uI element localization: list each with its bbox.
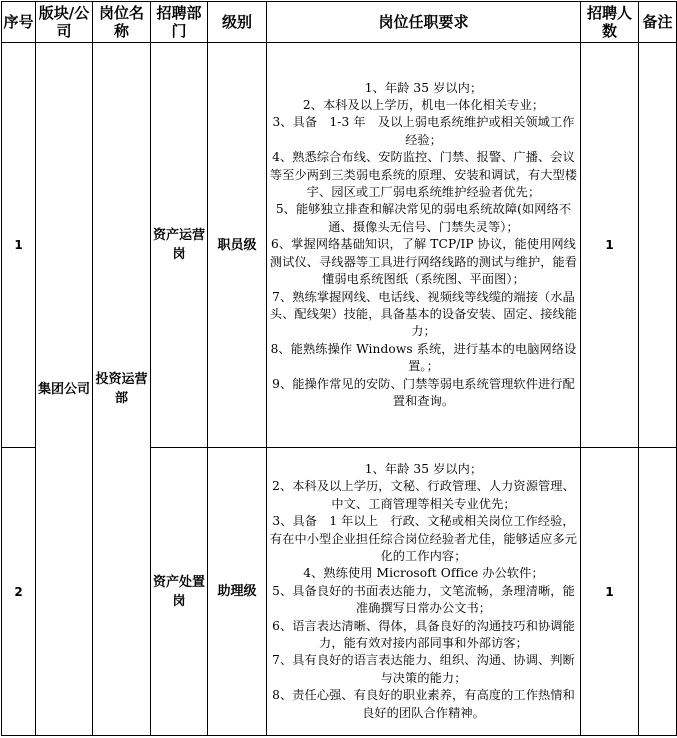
requirement-item: 6、掌握网络基础知识，了解 TCP/IP 协议，能使用网线测试仪、寻线器等工具进行网络线路的测试与维护，能看懂弱电系统图纸（系统图、平面图）； xyxy=(269,237,578,287)
requirement-item: 4、熟悉综合布线、安防监控、门禁、报警、广播、会议等至少两到三类弱电系统的原理、安装和调试，有大型楼宇、园区或工厂弱电系统维护经验者优先； xyxy=(269,150,578,200)
requirement-item: 2、本科及以上学历，机电一体化相关专业； xyxy=(302,98,545,113)
header-position: 岗位名称 xyxy=(93,2,151,43)
requirement-item: 7、熟练掌握网线、电话线、视频线等线缆的端接（水晶头、配线架）技能，具备基本的设备安装、固定、接线能力； xyxy=(269,289,578,339)
header-remark: 备注 xyxy=(639,2,677,43)
requirement-item: 1、年龄 35 岁以内； xyxy=(364,461,483,476)
row-count: 1 xyxy=(581,448,639,736)
requirement-item: 6、语言表达清晰、得体，具备良好的沟通技巧和协调能力，能有效对接内部同事和外部访客； xyxy=(272,618,575,651)
header-dept: 招聘部门 xyxy=(151,2,208,43)
requirement-item: 5、能够独立排查和解决常见的弱电系统故障(如网络不通、摄像头无信号、门禁失灵等）； xyxy=(275,202,572,234)
requirement-item: 2、本科及以上学历，文秘、行政管理、人力资源管理、中文、工商管理等相关专业优先； xyxy=(272,479,575,511)
table-row xyxy=(2,43,677,448)
row-level: 助理级 xyxy=(208,448,267,736)
requirement-item: 1、年龄 35 岁以内； xyxy=(364,80,483,95)
requirement-item: 5、具备良好的书面表达能力，文笔流畅，条理清晰，能准确撰写日常办公文书； xyxy=(272,583,575,616)
requirement-item: 4、熟练使用 Microsoft Office 办公软件； xyxy=(303,566,544,581)
header-level: 级别 xyxy=(208,2,267,43)
header-row xyxy=(2,2,677,43)
header-segment: 版块/公司 xyxy=(36,2,93,43)
header-seq: 序号 xyxy=(2,2,36,43)
requirement-item: 8、能熟练操作 Windows 系统，进行基本的电脑网络设置。； xyxy=(270,341,577,374)
position-cell: 投资运营部 xyxy=(93,43,151,736)
row-remark xyxy=(639,448,677,736)
requirement-item: 3、具备 1 年以上 行政、文秘或相关岗位工作经验，有在中小型企业担任综合岗位经验者尤佳，能够适应多元化的工作内容； xyxy=(269,514,578,563)
row-level: 职员级 xyxy=(208,43,267,448)
row-seq: 1 xyxy=(2,43,36,448)
requirement-item: 3、具备 1-3 年 及以上弱电系统维护或相关领域工作经验； xyxy=(272,115,575,147)
row-remark xyxy=(639,43,677,448)
job-postings-table xyxy=(1,1,677,736)
row-dept: 资产运营岗 xyxy=(151,43,208,448)
requirement-item: 7、具有良好的语言表达能力、组织、沟通、协调、判断与决策的能力； xyxy=(272,653,575,685)
row-seq: 2 xyxy=(2,448,36,736)
row-dept: 资产处置岗 xyxy=(151,448,208,736)
requirement-item: 8、责任心强、有良好的职业素养，有高度的工作热情和良好的团队合作精神。 xyxy=(272,688,575,720)
header-requirements: 岗位任职要求 xyxy=(267,2,581,43)
row-requirements xyxy=(267,43,581,448)
header-count: 招聘人数 xyxy=(581,2,639,43)
row-requirements xyxy=(267,448,581,736)
row-count: 1 xyxy=(581,43,639,448)
segment-cell: 集团公司 xyxy=(36,43,93,736)
requirement-item: 9、能操作常见的安防、门禁等弱电系统管理软件进行配置和查询。 xyxy=(272,376,575,408)
